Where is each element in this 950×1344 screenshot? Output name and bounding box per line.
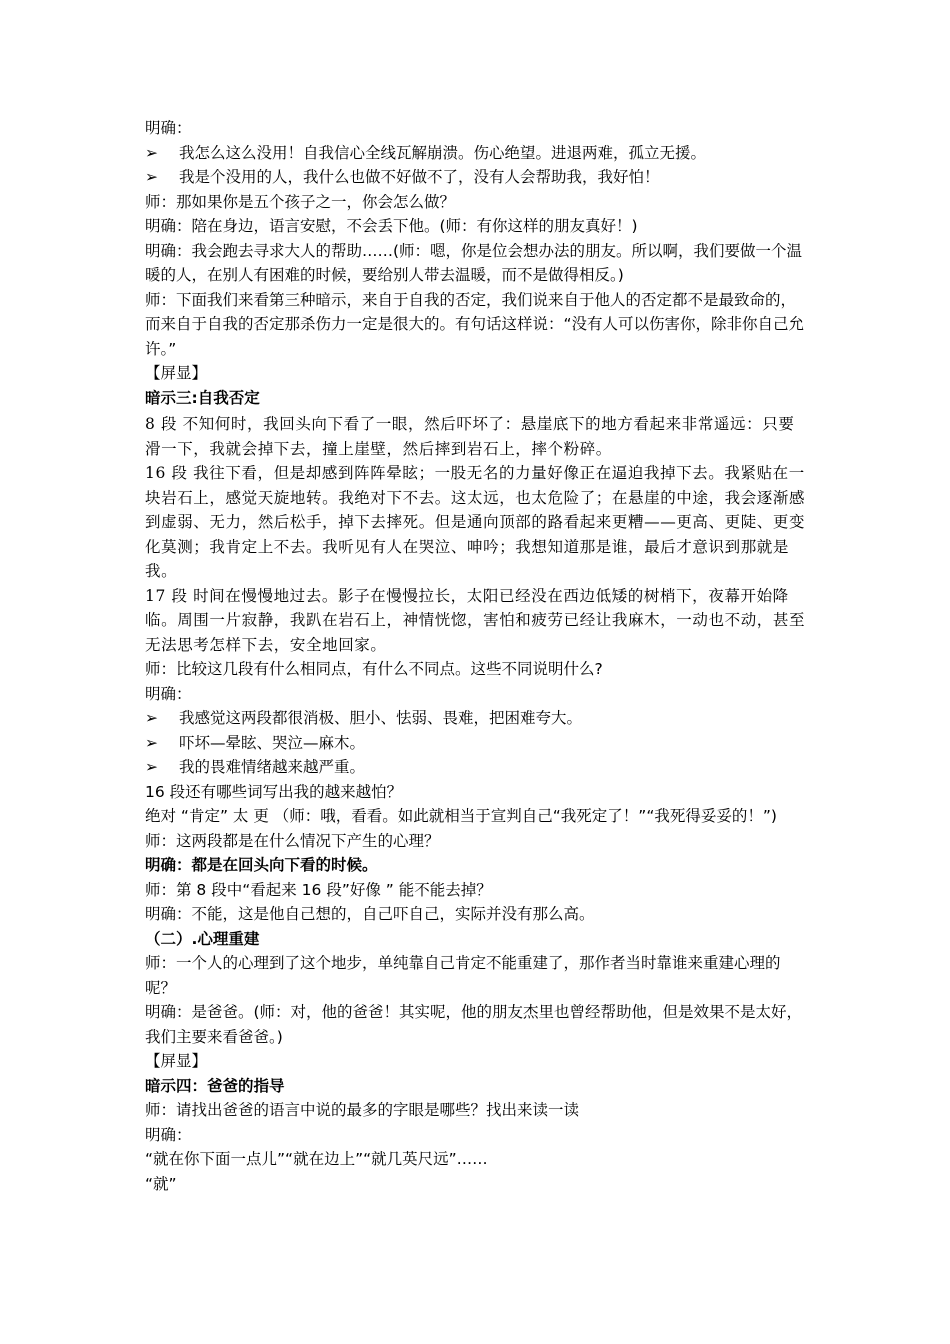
arrow-bullet-icon: ➢ — [145, 143, 158, 162]
text-paragraph: 明确：是爸爸。(师：对，他的爸爸！其实呢，他的朋友杰里也曾经帮助他，但是效果不是太好，我们主要来看爸爸。) — [145, 1003, 803, 1046]
text-line: 16 段还有哪些词写出我的越来越怕？ — [145, 782, 403, 801]
bullet-item — [145, 706, 810, 731]
text-line: 师：比较这几段有什么相同点，有什么不同点。这些不同说明什么? — [145, 660, 603, 678]
bullet-text: 我是个没用的人，我什么也做不好做不了，没有人会帮助我，我好怕！ — [179, 168, 660, 186]
answer-bold: 明确：都是在回头向下看的时候。 — [145, 856, 378, 874]
section-heading: （二）.心理重建 — [145, 929, 260, 948]
text-paragraph: 师：下面我们来看第三种暗示，来自于自我的否定，我们说来自于他人的否定都不是最致命的，而来自于自我的否定那杀伤力一定是很大的。有句话这样说：“没有人可以伤害你，除非你自己允许。” — [145, 290, 805, 358]
arrow-bullet-icon: ➢ — [145, 168, 158, 186]
text-paragraph: 明确：我会跑去寻求大人的帮助……(师：嗯，你是位会想办法的朋友。所以啊，我们要做一个温暖的人，在别人有困难的时候，要给别人带去温暖，而不是做得相反。) — [145, 241, 803, 284]
text-line: 明确：陪在身边，语言安慰，不会丢下他。(师：有你这样的朋友真好！) — [145, 217, 638, 235]
text-line: 明确：不能，这是他自己想的，自己吓自己，实际并没有那么高。 — [145, 905, 595, 923]
bullet-item — [145, 731, 810, 756]
screen-display-label: 【屏显】 — [145, 1052, 208, 1070]
screen-display-label: 【屏显】 — [145, 364, 208, 382]
text-line: 明确： — [145, 1125, 192, 1144]
bullet-text: 吓坏—晕眩、哭泣—麻木。 — [179, 733, 366, 752]
text-line: “就” — [145, 1174, 177, 1193]
quoted-passage: 16 段 我往下看，但是却感到阵阵晕眩；一股无名的力量好像正在逼迫我掉下去。我紧贴在一块岩石上，感觉天旋地转。我绝对下不去。这太远，也太危险了；在悬崖的中途，我会逐渐感到虚弱、无力，然后松手，掉下去摔死。但是通向顶部的路看起来更糟——更高、更陡、更变化莫测；我肯定上不去。我听见有人在哭泣、呻吟；我想知道那是谁，最后才意识到那就是我。 — [145, 464, 806, 580]
bullet-text: 我感觉这两段都很消极、胆小、怯弱、畏难，把困难夸大。 — [179, 709, 583, 727]
text-line: 师：这两段都是在什么情况下产生的心理？ — [145, 831, 440, 850]
text-line: “就在你下面一点儿”“就在边上”“就几英尺远”…… — [145, 1150, 488, 1168]
bullet-text: 我怎么这么没用！自我信心全线瓦解崩溃。伤心绝望。进退两难，孤立无援。 — [179, 143, 707, 162]
bullet-text: 我的畏难情绪越来越严重。 — [179, 758, 366, 776]
document-body — [145, 116, 810, 1196]
quoted-passage: 17 段 时间在慢慢地过去。影子在慢慢拉长，太阳已经没在西边低矮的树梢下，夜幕开始降临。周围一片寂静，我趴在岩石上，神情恍惚，害怕和疲劳已经让我麻木，一动也不动，甚至无法思考怎样下去，安全地回家。 — [145, 586, 806, 654]
text-line: 师：那如果你是五个孩子之一，你会怎么做？ — [145, 192, 456, 211]
section-heading: 暗示四：爸爸的指导 — [145, 1076, 285, 1095]
bullet-item — [145, 165, 810, 190]
bullet-item — [145, 141, 810, 166]
text-paragraph: 师：一个人的心理到了这个地步，单纯靠自己肯定不能重建了，那作者当时靠谁来重建心理的呢？ — [145, 954, 781, 997]
arrow-bullet-icon: ➢ — [145, 709, 158, 727]
quoted-passage: 8 段 不知何时，我回头向下看了一眼，然后吓坏了：悬崖底下的地方看起来非常遥远：只要滑一下，我就会掉下去，撞上崖壁，然后摔到岩石上，摔个粉碎。 — [145, 415, 795, 458]
text-line: 绝对 “肯定” 太 更 （师：哦，看看。如此就相当于宣判自己“我死定了！”“我死得妥妥的！”) — [145, 807, 777, 825]
text-line: 师：请找出爸爸的语言中说的最多的字眼是哪些？找出来读一读 — [145, 1101, 580, 1119]
text-line: 师：第 8 段中“看起来 16 段”好像 ” 能不能去掉？ — [145, 880, 492, 899]
bullet-item — [145, 755, 810, 780]
section-heading: 暗示三:自我否定 — [145, 388, 260, 407]
text-line: 明确： — [145, 684, 192, 703]
text-line: 明确： — [145, 119, 192, 137]
arrow-bullet-icon: ➢ — [145, 758, 158, 776]
arrow-bullet-icon: ➢ — [145, 733, 158, 752]
